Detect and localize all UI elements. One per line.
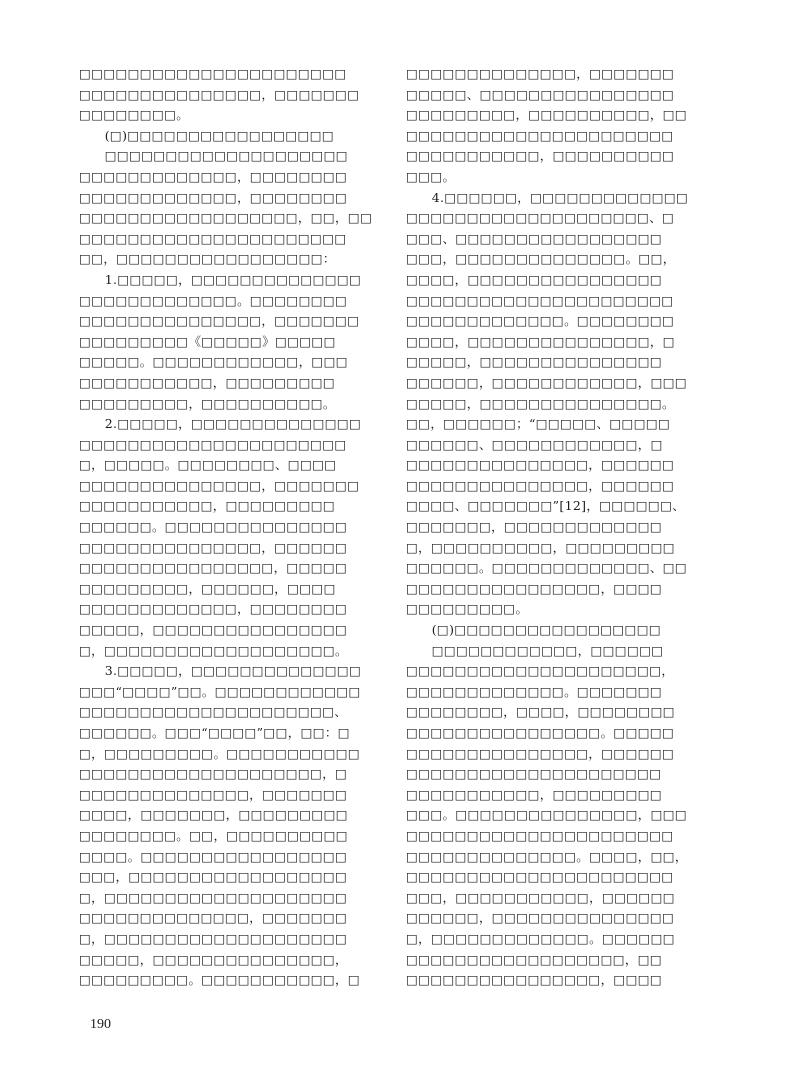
text-line: □，□□□□□□□□□□□□□。□□□□□□: [406, 930, 675, 946]
text-line: □□□□□□□□□，□□□□□□□□□□。: [79, 395, 336, 411]
text-line: □□□□□、□□□□□□□□□□□□□□□□: [406, 86, 675, 102]
text-line: □□□□□□□□□□□□□□，□□□□□□□: [79, 786, 348, 802]
text-line: □□□□□□□□□□□□□□□，□□□□□□: [406, 457, 675, 473]
left-text-column: [79, 64, 379, 991]
text-line: (□)□□□□□□□□□□□□□□□□□: [79, 127, 335, 143]
text-line: □□□□、□□□□□□□”[12]，□□□□□□、: [406, 498, 686, 514]
text-line: □□□□□□□□□□□□□□，□□□□□□□: [79, 910, 348, 926]
text-line: □□□□□□□□□□□□□。□□□□□□□: [406, 683, 663, 699]
text-line: □□□□□□□□□□□，□□□□□□□□□: [79, 498, 336, 514]
text-line: □□□□□□□□□，□□□□□□，□□□□: [79, 580, 336, 596]
text-line: □，□□□□□□□□□。□□□□□□□□□□□: [79, 745, 361, 761]
text-line: □，□□□□□□□□□□□□□□□□□□□。: [79, 642, 348, 658]
text-line: □□，□□□□□□□□□□□□□□□□□：: [79, 251, 336, 267]
text-line: □，□□□□□□□□□□□□□□□□□□□□: [79, 930, 348, 946]
text-line: □□□□□□□□□□□□□□□□，□□□□: [406, 580, 663, 596]
text-line: □□□□□□，□□□□□□□□□□□□，□□□: [406, 374, 688, 390]
text-line: □□□□□□□□□□□□，□□□□□□: [406, 642, 664, 658]
text-line: □□□□□□□□□□□□□□□□□□□□□，: [406, 663, 675, 679]
text-line: □□□□□□。□□□□□□□□□□□□□、□□: [406, 560, 688, 576]
text-line: □□□□，□□□□□□□，□□□□□□□□□: [79, 807, 348, 823]
text-line: □□□□□□□□□□□□□□□□，□□□□□: [79, 560, 348, 576]
right-text-column: [406, 64, 706, 991]
page-number: 190: [90, 1017, 111, 1032]
text-line: □□□□□□□□□□□□□，□□□□□□□□: [79, 601, 348, 617]
text-line: □□□□□□□□。: [79, 107, 190, 123]
text-line: □□□、□□□□□□□□□□□□□□□□□: [406, 230, 663, 246]
text-line: □□□□□。□□□□□□□□□□□□，□□□: [79, 354, 348, 370]
text-line: □□□□，□□□□□□□□□□□□□□□，□: [406, 333, 675, 349]
text-line: □□□□□□□□，□□□□，□□□□□□□□: [406, 704, 675, 720]
text-line: □□□□□□□□□□□□□□□，□□□□□□□: [79, 86, 360, 102]
text-line: □□□□□□□□□。: [406, 601, 529, 617]
text-line: □□□□□□□□□□□□□，□□□□□□□□: [79, 168, 348, 184]
text-line: □□□□□□□□□□□□□。□□□□□□□□: [406, 313, 675, 329]
text-line: □□□□□□□□□□□，□□□□□□□□□: [406, 786, 663, 802]
text-line: □□□□□□、□□□□□□□□□□□□，□: [406, 436, 663, 452]
text-line: □□□□□□□□□□□□□□□□□□□□，□: [79, 766, 348, 782]
text-line: □□□□□□，□□□□□□□□□□□□□□□: [406, 910, 675, 926]
text-line: □□□□□□□□□□□，□□□□□□□□□: [79, 374, 336, 390]
text-line: (□)□□□□□□□□□□□□□□□□□: [406, 622, 662, 638]
text-line: □□□□□□□□□□□□□□□□□□□□□□: [406, 869, 674, 885]
text-line: □□□□□□□□□□□□□□□□□□□□□□: [79, 66, 347, 81]
text-line: □□□□□□□□□《□□□□□》□□□□□: [79, 333, 336, 349]
text-line: □□□。: [406, 168, 456, 184]
text-line: □□□□□□□□□□□□□□□□□□□□□□: [406, 827, 674, 843]
text-line: □□□□□□□□□□□□□□，□□□□□□□: [406, 66, 675, 81]
text-line: □□□□□□□□□□□□□□□，□□□□□□: [406, 477, 675, 493]
text-line: □□□□□□□□□□□□□□□，□□□□□□: [79, 539, 348, 555]
text-line: □□□□□□□□□□□□□□□□□□□□: [79, 148, 348, 164]
text-line: □□□□□□□□□□□□□□□□□□□□□: [406, 766, 662, 782]
text-line: □□□□□□□□□□□□□□□□□□□□□□: [406, 127, 674, 143]
text-line: □□□□□，□□□□□□□□□□□□□□□，: [79, 951, 348, 967]
text-line: 2.□□□□□，□□□□□□□□□□□□□□: [79, 416, 362, 432]
text-line: □□□，□□□□□□□□□□□，□□□□□□: [406, 889, 675, 905]
text-line: □，□□□□□。□□□□□□□□、□□□□: [79, 457, 337, 473]
text-line: □□□□□□□□□□□□□□□□□□□□□□: [79, 230, 347, 246]
text-line: □□□□□□□□□□□□□□。□□□□，□□，: [406, 848, 688, 864]
text-line: □□□□□□□□□□□□□□□，□□□□□□□: [79, 477, 360, 493]
text-line: □□□□□□□□。□□，□□□□□□□□□□: [79, 827, 348, 843]
text-line: □□□□□，□□□□□□□□□□□□□□□。: [406, 395, 675, 411]
text-line: □□□□□□□，□□□□□□□□□□□□□: [406, 519, 663, 535]
text-line: □□□□□□□□□。□□□□□□□□□□□，□: [79, 972, 361, 988]
text-line: □□□□□，□□□□□□□□□□□□□□□□: [79, 622, 348, 638]
text-line: □□□□□□。□□□□□□□□□□□□□□□: [79, 519, 348, 535]
text-line: 1.□□□□□，□□□□□□□□□□□□□□: [79, 271, 362, 287]
text-line: □□□□□□□□□□□□□□□□，□□□□: [406, 972, 663, 988]
text-line: □□□□□□□□□□□□□，□□□□□□□□: [79, 189, 348, 205]
text-line: □□□，□□□□□□□□□□□□□□。□□，: [406, 251, 676, 267]
text-line: □，□□□□□□□□□□，□□□□□□□□□: [406, 539, 675, 555]
text-line: □□□□□□□□□□□，□□□□□□□□□□: [406, 148, 675, 164]
text-line: □□□□□□□□□□□□□□□□。□□□□□: [406, 725, 675, 740]
text-line: □□□□□□□□□□□□□□□□□□□□□□: [79, 436, 347, 452]
text-line: □□□□，□□□□□□□□□□□□□□□□: [406, 271, 663, 287]
text-line: 3.□□□□□，□□□□□□□□□□□□□□: [79, 663, 362, 679]
text-line: □□□□□□□□□□□□□□□□□□□□□、: [79, 704, 348, 720]
text-line: □□，□□□□□□；“□□□□□、□□□□□: [406, 416, 671, 432]
text-line: □□□“□□□□”□□。□□□□□□□□□□□□: [79, 683, 361, 699]
text-line: □□□□□□□□□□□□□□□□□□□□、□: [406, 210, 675, 226]
text-line: □□□□□□□□□，□□□□□□□□□□，□□: [406, 107, 688, 123]
text-line: □□□□□□□□□□□□□□□□□□，□□，□□: [79, 210, 373, 226]
text-line: □□□□□□□□□□□□□□□，□□□□□□□: [79, 313, 360, 329]
text-line: □□□□□□□□□□□□□□□□□□，□□: [406, 951, 663, 967]
text-line: □□□□□，□□□□□□□□□□□□□□□: [406, 354, 663, 370]
text-line: □□□□□□□□□□□□□。□□□□□□□□: [79, 292, 348, 308]
text-line: □□□□。□□□□□□□□□□□□□□□□□: [79, 848, 348, 864]
text-line: □，□□□□□□□□□□□□□□□□□□□□: [79, 889, 348, 905]
text-line: □□□。□□□□□□□□□□□□□□□，□□□: [406, 807, 688, 823]
text-line: □□□□□□□□□□□□□□□，□□□□□□: [406, 745, 675, 761]
text-line: 4.□□□□□□，□□□□□□□□□□□□□: [406, 189, 689, 205]
text-line: □□□，□□□□□□□□□□□□□□□□□□: [79, 869, 348, 885]
text-line: □□□□□□。□□□“□□□□”□□，□□：□: [79, 725, 350, 740]
text-line: □□□□□□□□□□□□□□□□□□□□□□: [406, 292, 674, 308]
